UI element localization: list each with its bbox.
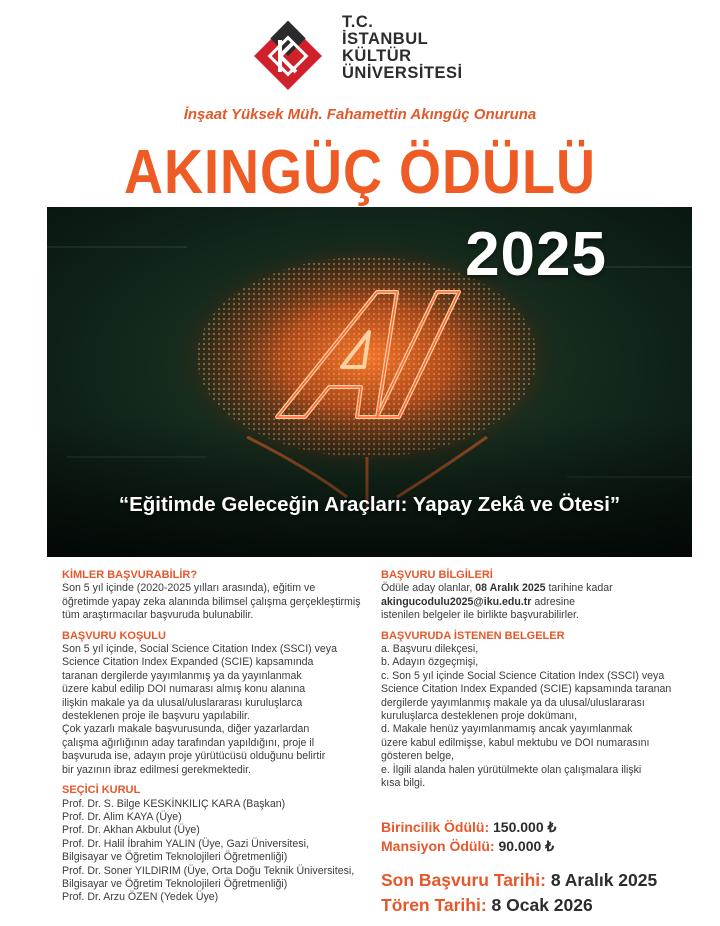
section-title-who-can-apply: KİMLER BAŞVURABİLİR? [62,569,198,581]
email-address[interactable]: akingucodulu2025@iku.edu.tr [381,595,532,608]
ceremony-value: 8 Ocak 2026 [491,895,593,915]
right-column [381,569,681,791]
logo-line: T.C. [342,13,374,31]
text-line: Son 5 yıl içinde (2020-2025 yılları arasında), eğitim ve [62,582,316,595]
document-item: üzere kabul edilmişse, kabul mektubu ve DOI numarasını [381,736,650,749]
document-item: kuruluşlarca desteklenen proje dokümanı, [381,710,578,723]
text-line: çalışma ağırlığının aday tarafından yapıldığını, proje il [62,736,315,749]
award-theme: “Eğitimde Geleceğin Araçları: Yapay Zekâ ve Ötesi” [118,493,621,516]
committee-member: Prof. Dr. Arzu ÖZEN (Yedek Üye) [62,891,219,904]
logo-line: ÜNİVERSİTESİ [342,64,463,82]
text-line: tüm araştırmacılar başvuruda bulunabilir. [62,609,254,622]
iku-logo-icon [250,18,326,94]
university-name [342,14,463,82]
committee-member: Prof. Dr. Soner YILDIRIM (Üye, Orta Doğu Teknik Üniversitesi, [62,864,355,877]
committee-member: Prof. Dr. Akhan Akbulut (Üye) [62,824,200,837]
important-dates [381,868,657,918]
text-line: ilişkin makale ya da ulusal/uluslararası kuruluşlarca [62,696,303,709]
text-line: Science Citation Index Expanded (SCIE) kapsamında [62,656,314,669]
document-item: a. Başvuru dilekçesi, [381,643,479,656]
text-line: başvuruda ise, adayın proje yürütücüsü olduğunu belirtir [62,750,326,763]
committee-member: Bilgisayar ve Öğretim Teknolojileri Öğretmenliği) [62,851,288,864]
first-prize [381,818,556,837]
text-line: Son 5 yıl içinde, Social Science Citation Index (SSCI) veya [62,643,337,656]
mention-prize-label: Mansiyon Ödülü: [381,838,499,854]
deadline-inline: 08 Aralık 2025 [475,582,546,595]
text-line: istenilen belgeler ile birlikte başvurabilirler. [381,609,579,622]
text-fragment: adresine [531,595,576,608]
ceremony-label: Tören Tarihi: [381,895,492,915]
honorable-mention-prize [381,837,556,856]
document-item: Science Citation Index Expanded (SCIE) kapsamında taranan [381,683,672,696]
text-line: Çok yazarlı makale başvurusunda, diğer yazarlardan [62,723,310,736]
mention-prize-value: 90.000 ₺ [498,838,555,854]
text-fragment: tarihine kadar [545,582,613,595]
dedication-subtitle: İnşaat Yüksek Müh. Fahamettin Akıngüç Onuruna [183,106,537,123]
deadline-label: Son Başvuru Tarihi: [381,870,551,890]
logo-line: İSTANBUL [342,30,429,48]
document-item: dergilerde yayımlanmış makale ya da ulusal/uluslararası [381,696,645,709]
text-fragment: Ödüle aday olanlar, [381,582,476,595]
text-line: üzere kabul edilip DOI numarası almış konu alanına [62,683,306,696]
text-line: desteklenen proje ile başvuru yapılabilir. [62,710,250,723]
document-item: e. İlgili alanda halen yürütülmekte olan çalışmalara ilişki [381,763,642,776]
section-title-required-documents: BAŞVURUDA İSTENEN BELGELER [381,629,565,642]
text-line [381,582,681,595]
committee-member: Bilgisayar ve Öğretim Teknolojileri Öğretmenliği) [62,877,288,890]
deadline-value: 8 Aralık 2025 [550,870,658,890]
document-item: c. Son 5 yıl içinde Social Science Citation Index (SSCI) veya [381,669,665,682]
text-line: öğretimde yapay zeka alanında bilimsel çalışma gerçekleştirmiş [62,595,361,608]
document-item: d. Makale henüz yayımlanmamış ancak yayımlanmak [381,723,633,736]
document-item: b. Adayın özgeçmişi, [381,656,479,669]
deadline-date [381,868,657,893]
section-title-application-info: BAŞVURU BİLGİLERİ [381,569,493,581]
first-prize-label: Birincilik Ödülü: [381,819,494,835]
prize-amounts [381,818,556,856]
committee-member: Prof. Dr. Halil İbrahim YALIN (Üye, Gazi Üniversitesi, [62,837,309,850]
award-year: 2025 [465,220,607,289]
document-item: gösteren belge, [381,750,455,763]
committee-member: Prof. Dr. S. Bilge KESKİNKILIÇ KARA (Başkan) [62,797,286,810]
document-item: kısa bilgi. [381,777,426,790]
text-line [381,596,681,609]
section-title-application-condition: BAŞVURU KOŞULU [62,629,166,642]
first-prize-value: 150.000 ₺ [493,819,557,835]
committee-member: Prof. Dr. Alim KAYA (Üye) [62,810,182,823]
logo-line: KÜLTÜR [342,47,412,65]
section-title-selection-committee: SEÇİCİ KURUL [62,784,141,797]
text-line: taranan dergilerde yayımlanmış ya da yayınlanmak [62,669,302,682]
text-line: bir yazının ibraz edilmesi gerekmektedir. [62,763,252,776]
ceremony-date [381,893,657,918]
left-column [62,569,362,905]
university-logo [250,14,480,94]
award-title: AKINGÜÇ ÖDÜLÜ [124,138,596,207]
